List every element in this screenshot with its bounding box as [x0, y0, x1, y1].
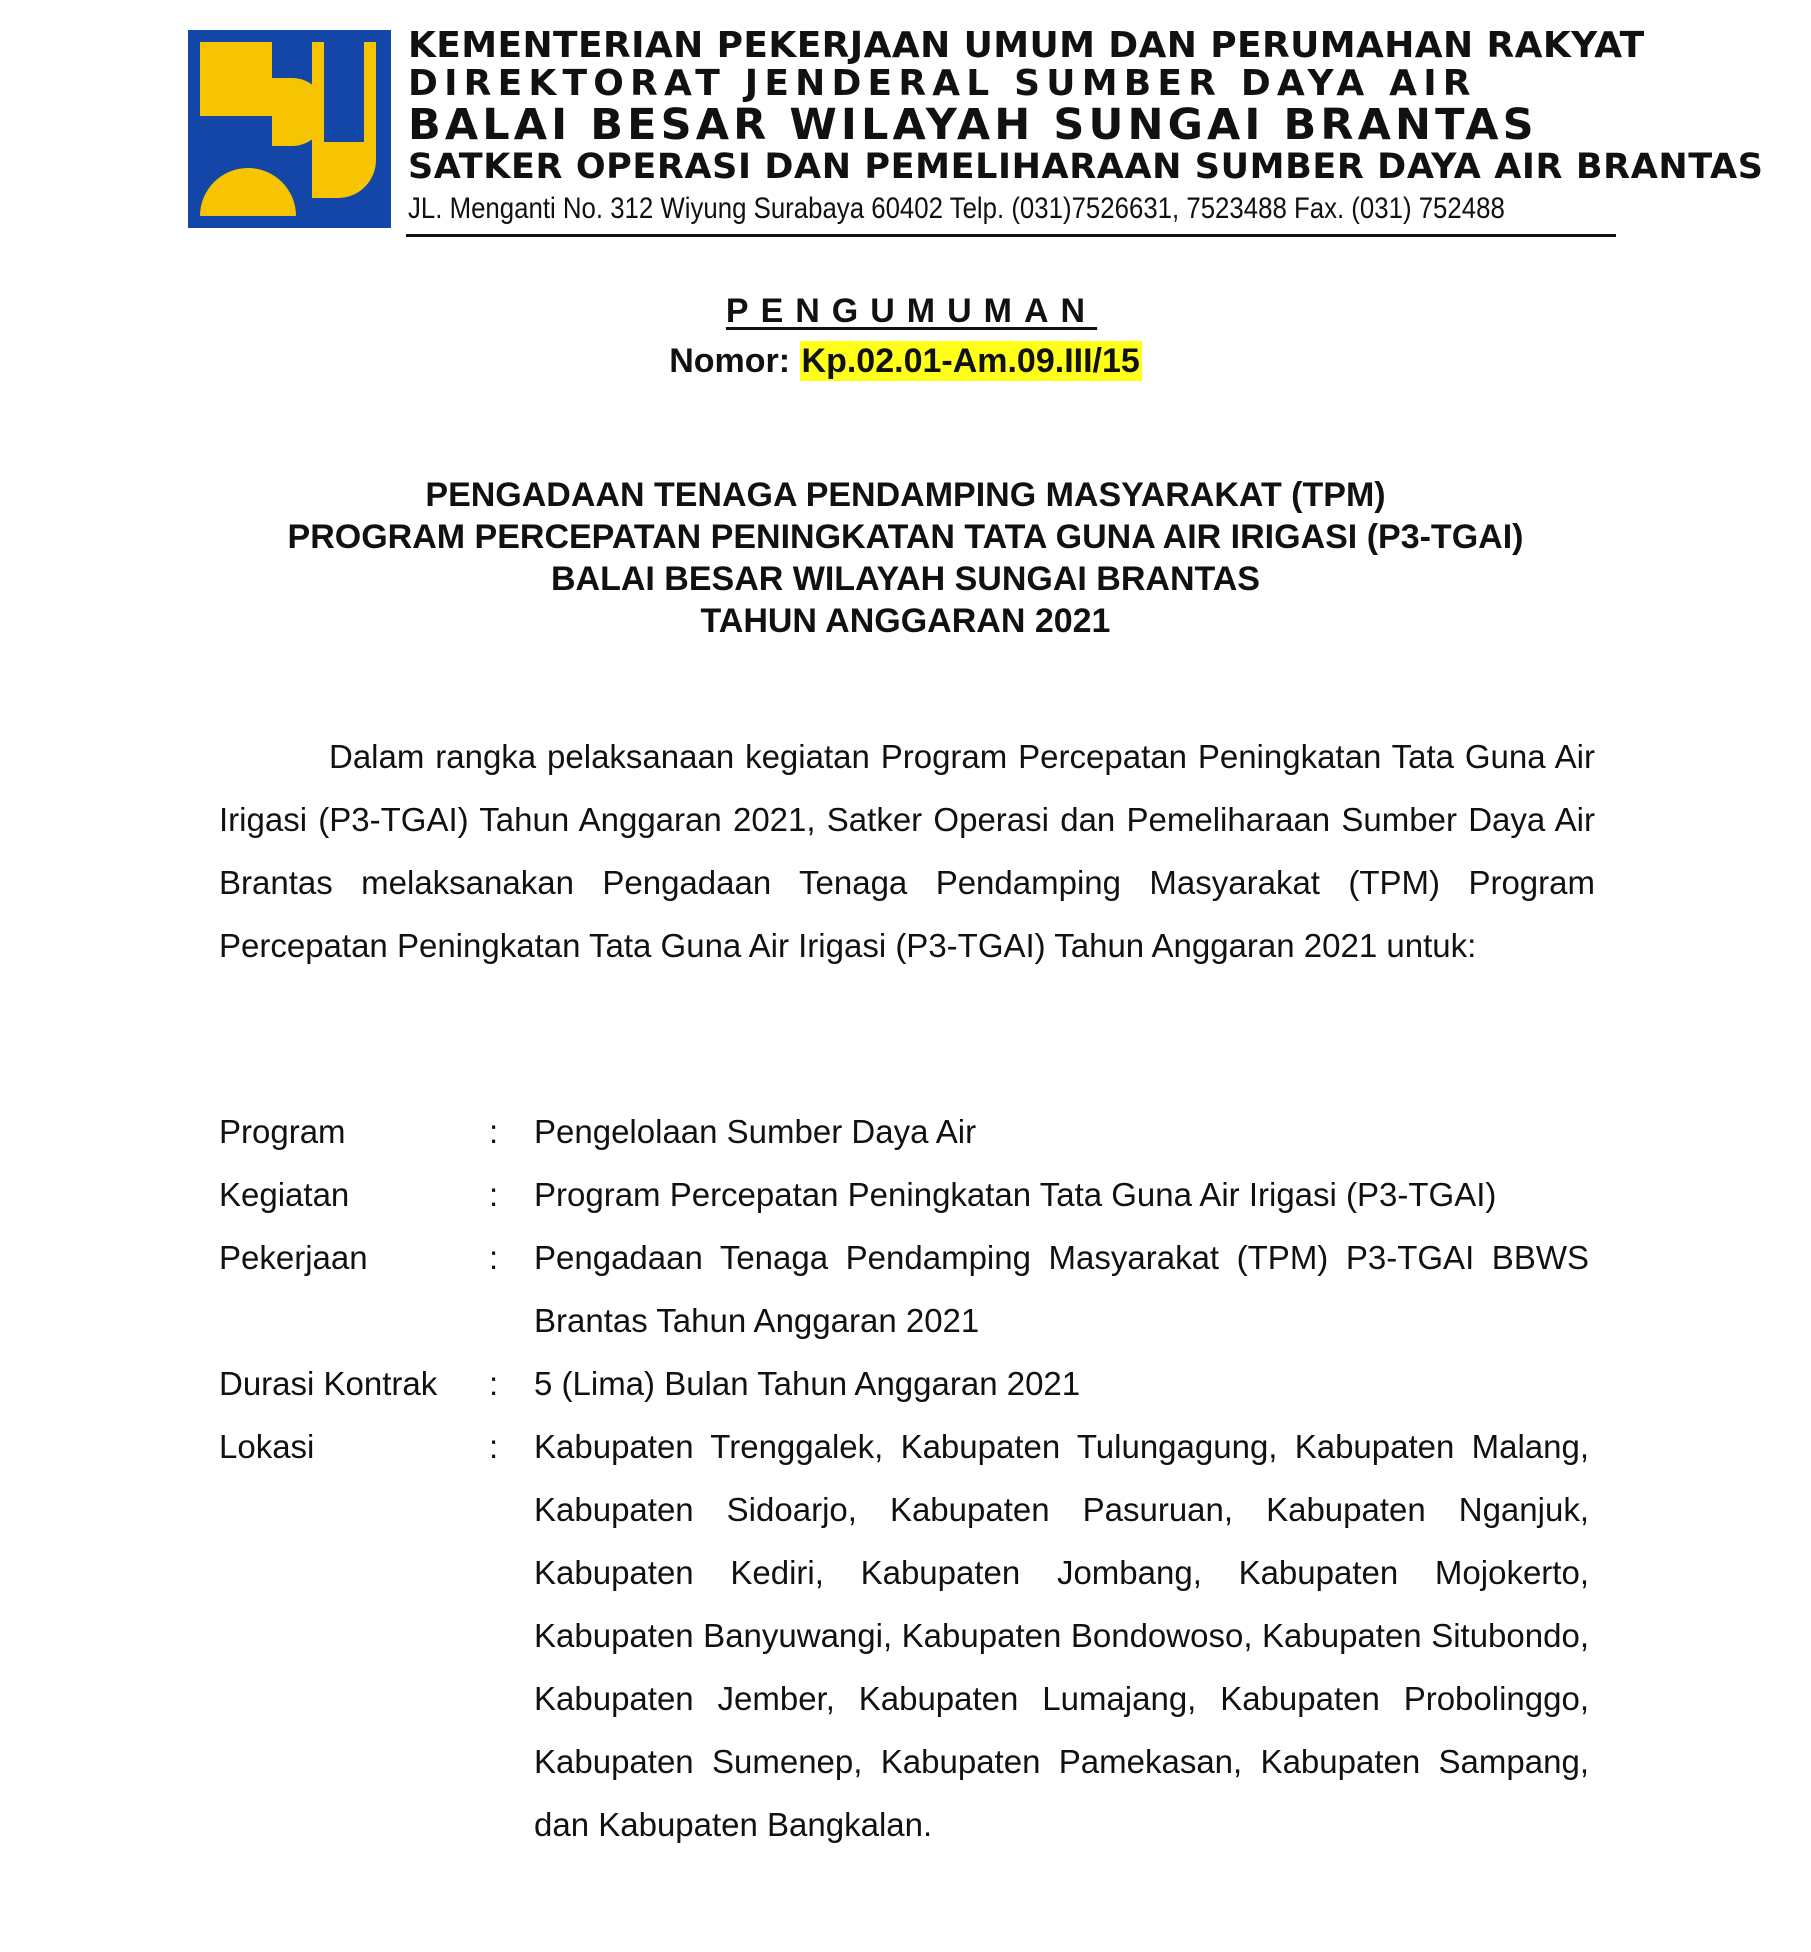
- detail-separator: :: [489, 1365, 499, 1402]
- subject-line-4: TAHUN ANGGARAN 2021: [700, 602, 1111, 640]
- office-address: JL. Menganti No. 312 Wiyung Surabaya 60402 Telp. (031)7526631, 7523488 Fax. (031) 752488: [408, 192, 1505, 225]
- detail-value: Pengadaan Tenaga Pendamping Masyarakat (TPM) P3-TGAI BBWS Brantas Tahun Anggaran 2021: [534, 1239, 1589, 1339]
- detail-label: Durasi Kontrak: [219, 1365, 438, 1402]
- subject-heading: [0, 474, 1811, 642]
- subject-line-1: PENGADAAN TENAGA PENDAMPING MASYARAKAT (TPM): [425, 476, 1386, 514]
- detail-row-program: [219, 1100, 1589, 1163]
- office-name: BALAI BESAR WILAYAH SUNGAI BRANTAS: [408, 100, 1538, 150]
- number-value: Kp.02.01-Am.09.III/15: [801, 342, 1140, 380]
- detail-row-kegiatan: [219, 1163, 1589, 1226]
- detail-separator: :: [489, 1428, 499, 1465]
- detail-value: Program Percepatan Peningkatan Tata Guna Air Irigasi (P3-TGAI): [534, 1176, 1497, 1213]
- detail-row-durasi-kontrak: [219, 1352, 1589, 1415]
- detail-separator: :: [489, 1113, 499, 1150]
- detail-label: Pekerjaan: [219, 1239, 368, 1276]
- detail-value: Pengelolaan Sumber Daya Air: [534, 1113, 977, 1150]
- subject-line-2: PROGRAM PERCEPATAN PENINGKATAN TATA GUNA AIR IRIGASI (P3-TGAI): [287, 518, 1524, 556]
- announcement-title: PENGUMUMAN: [725, 292, 1098, 330]
- detail-value: Kabupaten Trenggalek, Kabupaten Tulungagung, Kabupaten Malang, Kabupaten Sidoarjo, Kabupaten Pasuruan, Kabupaten Nganjuk, Kabupaten Kediri, Kabupaten Jombang, Kabupaten Mojokerto, Kabupaten Banyuwangi, Kabupaten Bondowoso, Kabupaten Situbondo, Kabupaten Jember, Kabupaten Lumajang, Kabupaten Probolinggo, Kabupaten Sumenep, Kabupaten Pamekasan, Kabupaten Sampang, dan Kabupaten Bangkalan.: [534, 1428, 1589, 1843]
- announcement-title-wrap: [0, 292, 1811, 331]
- unit-name: SATKER OPERASI DAN PEMELIHARAAN SUMBER DAYA AIR BRANTAS: [408, 147, 1764, 187]
- ministry-name: KEMENTERIAN PEKERJAAN UMUM DAN PERUMAHAN RAKYAT: [408, 25, 1645, 66]
- detail-row-lokasi: [219, 1415, 1589, 1856]
- detail-label: Lokasi: [219, 1428, 315, 1465]
- number-label: Nomor:: [669, 342, 791, 380]
- details-table: [219, 1100, 1589, 1856]
- directorate-name: DIREKTORAT JENDERAL SUMBER DAYA AIR: [408, 63, 1477, 104]
- subject-line-3: BALAI BESAR WILAYAH SUNGAI BRANTAS: [550, 560, 1260, 598]
- body-paragraph: Dalam rangka pelaksanaan kegiatan Program Percepatan Peningkatan Tata Guna Air Irigasi (P3-TGAI) Tahun Anggaran 2021, Satker Operasi dan Pemeliharaan Sumber Daya Air Brantas melaksanakan Pengadaan Tenaga Pendamping Masyarakat (TPM) Program Percepatan Peningkatan Tata Guna Air Irigasi (P3-TGAI) Tahun Anggaran 2021 untuk:: [219, 738, 1595, 964]
- detail-separator: :: [489, 1176, 499, 1213]
- detail-separator: :: [489, 1239, 499, 1276]
- detail-row-pekerjaan: [219, 1226, 1589, 1352]
- detail-label: Program: [219, 1113, 346, 1150]
- detail-label: Kegiatan: [219, 1176, 350, 1213]
- letterhead-divider: [406, 234, 1616, 237]
- detail-value: 5 (Lima) Bulan Tahun Anggaran 2021: [534, 1365, 1081, 1402]
- announcement-number-line: [0, 342, 1811, 381]
- pupr-logo-icon: [188, 30, 391, 228]
